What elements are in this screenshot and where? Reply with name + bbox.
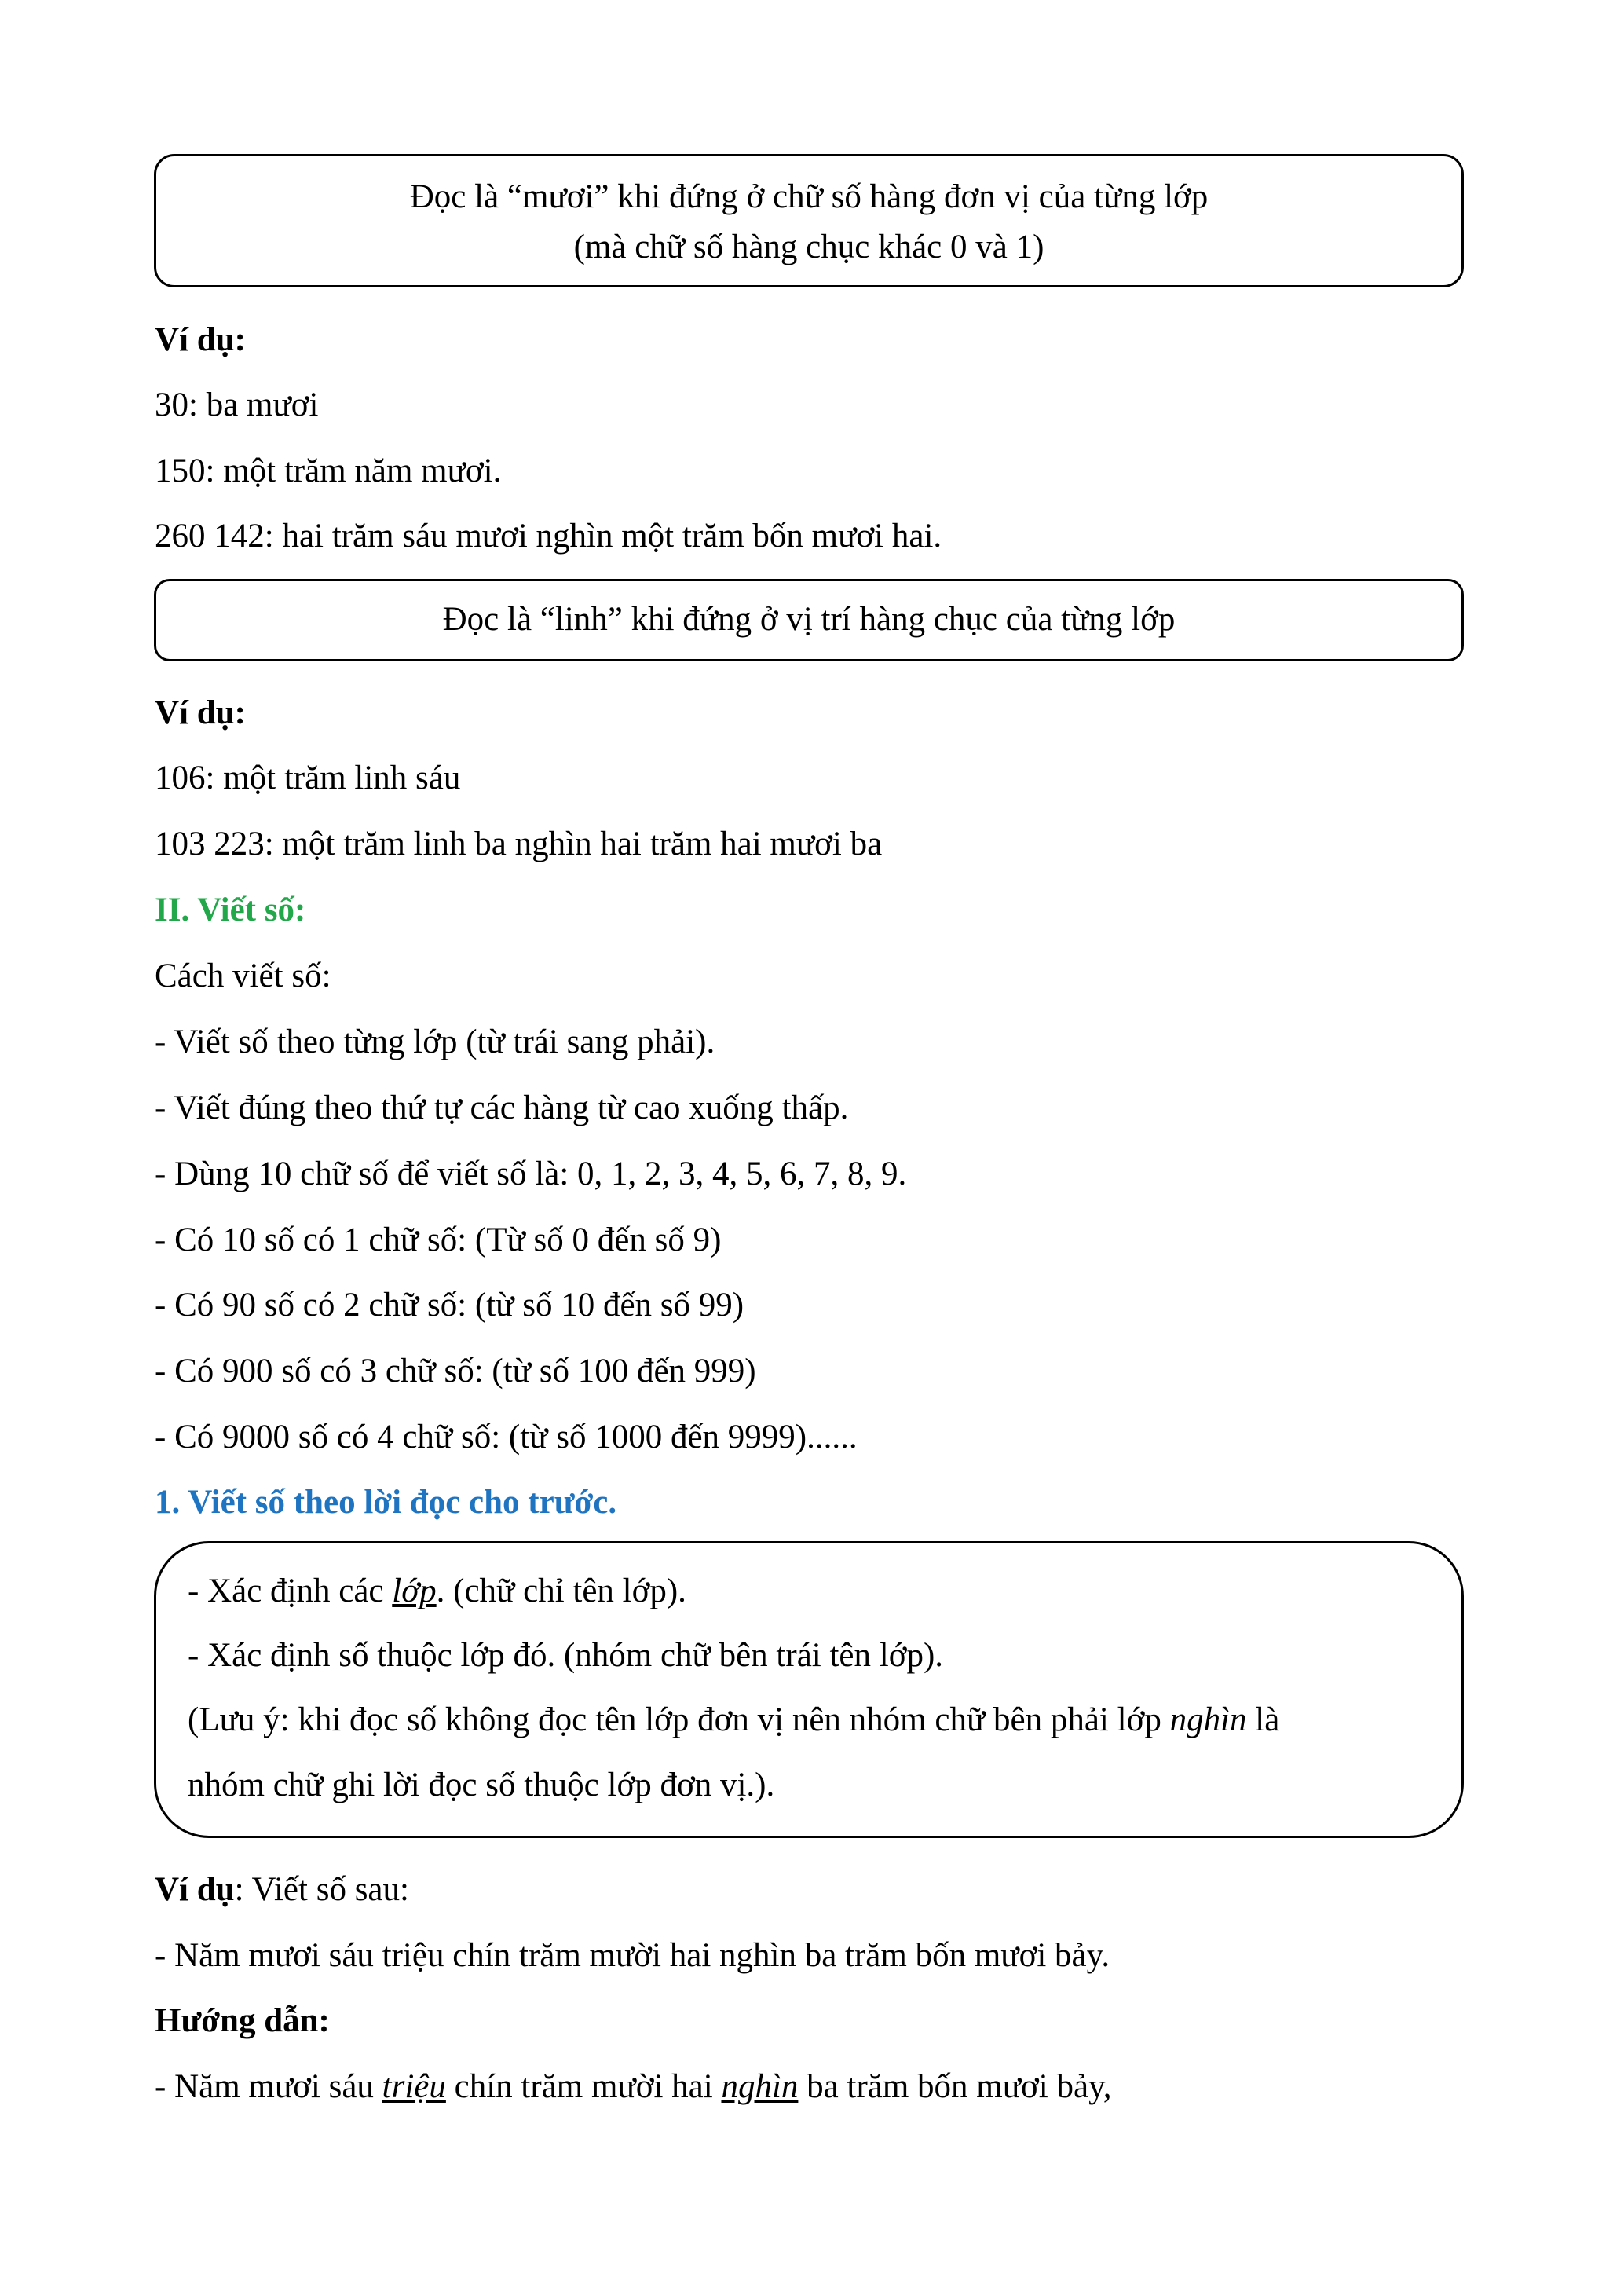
- section-intro: Cách viết số:: [155, 958, 331, 994]
- example-heading: Ví dụ:: [155, 321, 246, 358]
- rule-box-linh: [154, 579, 1464, 661]
- rule-item: - Viết số theo từng lớp (từ trái sang phải).: [155, 1023, 715, 1060]
- example-heading: Ví dụ:: [155, 694, 246, 731]
- example-line: - Năm mươi sáu triệu chín trăm mười hai nghìn ba trăm bốn mươi bảy.: [155, 1937, 1110, 1974]
- rule-item: - Có 10 số có 1 chữ số: (Từ số 0 đến số 9): [155, 1221, 722, 1258]
- method-line-3: (Lưu ý: khi đọc số không đọc tên lớp đơn vị nên nhóm chữ bên phải lớp nghìn là: [188, 1701, 1280, 1738]
- method-line-4: nhóm chữ ghi lời đọc số thuộc lớp đơn vị.).: [188, 1767, 775, 1803]
- rule-item: - Viết đúng theo thứ tự các hàng từ cao xuống thấp.: [155, 1089, 849, 1126]
- method-line-2: - Xác định số thuộc lớp đó. (nhóm chữ bên trái tên lớp).: [188, 1637, 944, 1674]
- example-line: 103 223: một trăm linh ba nghìn hai trăm hai mươi ba: [155, 826, 883, 862]
- subsection-title: 1. Viết số theo lời đọc cho trước.: [155, 1484, 617, 1521]
- rule-box-linh-line: Đọc là “linh” khi đứng ở vị trí hàng chục của từng lớp: [442, 601, 1176, 638]
- rule-box-muoi: [154, 154, 1464, 287]
- rule-item: - Có 9000 số có 4 chữ số: (từ số 1000 đến 9999)......: [155, 1419, 858, 1456]
- emphasis-trieu: triệu: [382, 2068, 446, 2105]
- method-box: [154, 1541, 1464, 1838]
- example-line: 30: ba mươi: [155, 386, 319, 423]
- section-title: II. Viết số:: [155, 892, 306, 928]
- guide-heading: Hướng dẫn:: [155, 2002, 330, 2039]
- rule-item: - Có 90 số có 2 chữ số: (từ số 10 đến số 99): [155, 1287, 744, 1324]
- rule-item: - Dùng 10 chữ số để viết số là: 0, 1, 2, 3, 4, 5, 6, 7, 8, 9.: [155, 1155, 907, 1192]
- emphasis-lop: lớp: [392, 1573, 437, 1609]
- rule-item: - Có 900 số có 3 chữ số: (từ số 100 đến 999): [155, 1353, 756, 1390]
- example-line: 106: một trăm linh sáu: [155, 760, 461, 796]
- example-line: 150: một trăm năm mươi.: [155, 452, 502, 489]
- method-line-1: - Xác định các lớp. (chữ chỉ tên lớp).: [188, 1573, 686, 1609]
- emphasis-nghin: nghìn: [721, 2068, 799, 2105]
- example-line: 260 142: hai trăm sáu mươi nghìn một trăm bốn mươi hai.: [155, 518, 942, 555]
- example-heading-line: Ví dụ: Viết số sau:: [155, 1871, 409, 1908]
- guide-line: - Năm mươi sáu triệu chín trăm mười hai nghìn ba trăm bốn mươi bảy,: [155, 2068, 1112, 2105]
- emphasis-nghin: nghìn: [1169, 1701, 1247, 1738]
- rule-box-muoi-line-2: (mà chữ số hàng chục khác 0 và 1): [573, 229, 1044, 265]
- rule-box-muoi-line-1: Đọc là “mươi” khi đứng ở chữ số hàng đơn vị của từng lớp: [409, 178, 1209, 215]
